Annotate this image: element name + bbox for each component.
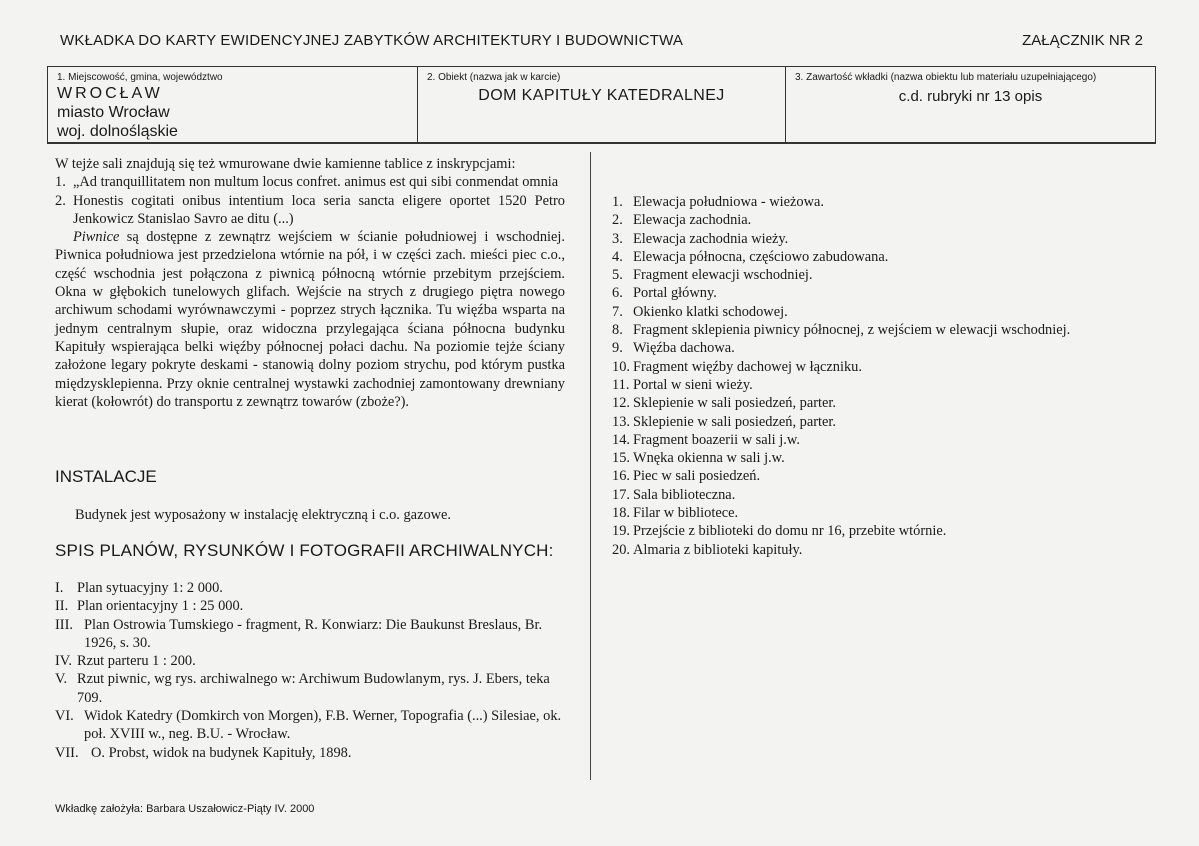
list-item (612, 321, 1142, 339)
list-item (612, 431, 1142, 449)
list-item-num: 18. (612, 505, 630, 522)
list-item-num: 6. (612, 285, 623, 302)
installations-heading: INSTALACJE (55, 467, 157, 486)
list-item (55, 597, 565, 615)
list-item-num: 5. (612, 267, 623, 284)
list-item-num: 13. (612, 413, 630, 430)
list-item-num: 20. (612, 541, 630, 558)
list-item (55, 744, 565, 762)
list-item-text: Filar w bibliotece. (633, 505, 739, 522)
list-item (55, 707, 565, 744)
photo-list (612, 193, 1142, 559)
list-item (612, 211, 1142, 229)
list-item-text: Fragment sklepienia piwnicy północnej, z wejściem w elewacji wschodniej. (633, 322, 1071, 339)
list-item-num: 8. (612, 322, 623, 339)
plans-heading: SPIS PLANÓW, RYSUNKÓW I FOTOGRAFII ARCHIWALNYCH: (55, 541, 554, 560)
list-item-num: 12. (612, 395, 630, 412)
list-item-text: Rzut piwnic, wg rys. archiwalnego w: Archiwum Budowlanym, rys. J. Ebers, teka 709. (77, 671, 550, 706)
list-item-text: Elewacja południowa - wieżowa. (633, 194, 824, 210)
list-item-text: Elewacja zachodnia wieży. (633, 230, 789, 247)
field-location (48, 67, 418, 142)
list-item-text: Fragment boazerii w sali j.w. (633, 431, 800, 448)
list-item-text: Almaria z biblioteki kapituły. (633, 541, 803, 558)
object-name: DOM KAPITUŁY KATEDRALNEJ (478, 87, 725, 104)
plans-list (55, 579, 565, 762)
list-item-text: Elewacja północna, częściowo zabudowana. (633, 248, 889, 265)
cellar-text: są dostępne z zewnątrz wejściem w ścianie południowej i wschodniej. Piwnica południowa jest przedzielona wtórnie na pół, i w części zach. mieści piec c.o., część wschodnia jest połączona z piwnicą północną wtórnie przebitym przejściem. Okna w głębokich tunelowych glifach. Wejście na strych z drugiego piętra nowego archiwum schodami wyrównawczymi - poprzez strych łącznika. Tu więźba wsparta na jednym centralnym słupie, oraz widoczna przylegająca ściana północna budynku Kapituły wspierająca belki więźby północnej połaci dachu. Na poziomie tejże ściany założone legary pokryte deskami - stanowią dolny poziom strychu, pod którym pustka międzysklepienna. Przy oknie centralnej wystawki zachodniej zamontowany drewniany kierat (kołowrót) do transportu z zewnątrz towarów (zboże?). (55, 229, 565, 410)
list-item-text: Sklepienie w sali posiedzeń, parter. (633, 413, 837, 430)
list-item-num: 17. (612, 486, 630, 503)
inscription-1 (55, 173, 565, 191)
list-item (55, 616, 565, 653)
list-item-text: Piec w sali posiedzeń. (633, 468, 761, 485)
list-item-text: Widok Katedry (Domkirch von Morgen), F.B. Werner, Topografia (...) Silesiae, ok. poł. XVIII w., neg. B.U. - Wrocław. (84, 708, 562, 743)
list-item (612, 284, 1142, 302)
list-item (612, 522, 1142, 540)
list-item (612, 394, 1142, 412)
list-item-text: Fragment więźby dachowej w łączniku. (633, 358, 862, 375)
list-item-num: III. (55, 616, 73, 633)
location-city: WROCŁAW (57, 85, 163, 102)
list-item (55, 670, 565, 707)
inscription-1-num: 1. (55, 174, 66, 191)
list-item-text: Rzut parteru 1 : 200. (77, 653, 196, 670)
list-item (612, 230, 1142, 248)
list-item-num: IV. (55, 653, 72, 670)
list-item-text: Portal główny. (633, 285, 717, 302)
list-item-text: Fragment elewacji wschodniej. (633, 267, 813, 284)
intro-text: W tejże sali znajdują się też wmurowane dwie kamienne tablice z inskrypcjami: (55, 156, 516, 172)
list-item (612, 193, 1142, 211)
list-item-num: 9. (612, 340, 623, 357)
header-fields (47, 66, 1156, 144)
list-item-num: 4. (612, 248, 623, 265)
attachment-number: ZAŁĄCZNIK NR 2 (1022, 32, 1143, 49)
field-contents-label: 3. Zawartość wkładki (nazwa obiektu lub materiału uzupełniającego) (795, 72, 1097, 83)
list-item (612, 449, 1142, 467)
inscription-2-num: 2. (55, 192, 66, 209)
list-item-text: Elewacja zachodnia. (633, 212, 752, 229)
list-item (612, 413, 1142, 431)
list-item-text: Plan Ostrowia Tumskiego - fragment, R. Konwiarz: Die Baukunst Breslaus, Br. 1926, s. 30. (84, 616, 543, 651)
list-item-text: Okienko klatki schodowej. (633, 303, 788, 320)
list-item-num: 3. (612, 230, 623, 247)
installations-text: Budynek jest wyposażony w instalację elektryczną i c.o. gazowe. (75, 507, 452, 523)
list-item (55, 579, 565, 597)
list-item-num: 1. (612, 194, 623, 210)
field-location-label: 1. Miejscowość, gmina, województwo (57, 72, 223, 83)
list-item-num: II. (55, 598, 69, 615)
list-item-num: 16. (612, 468, 630, 485)
list-item (612, 541, 1142, 559)
list-item-num: 19. (612, 523, 630, 540)
list-item (612, 467, 1142, 485)
list-item-text: Przejście z biblioteki do domu nr 16, przebite wtórnie. (633, 523, 947, 540)
list-item-num: 7. (612, 303, 623, 320)
column-divider (590, 152, 591, 780)
list-item-num: I. (55, 580, 64, 596)
list-item-text: Więźba dachowa. (633, 340, 735, 357)
list-item-num: 11. (612, 376, 630, 393)
list-item-text: Sala biblioteczna. (633, 486, 736, 503)
list-item (612, 376, 1142, 394)
list-item-num: VI. (55, 708, 74, 725)
list-item-num: 10. (612, 358, 630, 375)
list-item (612, 248, 1142, 266)
inscription-1-text: „Ad tranquillitatem non multum locus confret. animus est qui sibi conmendat omnia (73, 174, 559, 191)
cellar-italic: Piwnice (73, 229, 120, 246)
field-contents (786, 67, 1155, 142)
field-object-label: 2. Obiekt (nazwa jak w karcie) (427, 72, 561, 83)
list-item (55, 652, 565, 670)
left-column (55, 155, 565, 411)
field-object (418, 67, 786, 142)
list-item (612, 303, 1142, 321)
list-item (612, 266, 1142, 284)
list-item-num: V. (55, 671, 68, 688)
list-item-text: O. Probst, widok na budynek Kapituły, 1898. (91, 744, 352, 761)
list-item-text: Plan sytuacyjny 1: 2 000. (77, 580, 223, 596)
form-title: WKŁADKA DO KARTY EWIDENCYJNEJ ZABYTKÓW ARCHITEKTURY I BUDOWNICTWA (60, 32, 684, 49)
author-footer: Wkładkę założyła: Barbara Uszałowicz-Piąty IV. 2000 (55, 803, 315, 815)
location-municipality: miasto Wrocław (57, 104, 170, 121)
contents-value: c.d. rubryki nr 13 opis (898, 88, 1043, 105)
cellar-paragraph (55, 228, 565, 411)
list-item-num: 2. (612, 212, 623, 229)
list-item-num: 15. (612, 450, 630, 467)
list-item (612, 504, 1142, 522)
list-item-text: Plan orientacyjny 1 : 25 000. (77, 598, 244, 615)
list-item (612, 358, 1142, 376)
list-item (612, 486, 1142, 504)
list-item-num: VII. (55, 744, 79, 761)
inscription-2-text: Honestis cogitati onibus intentium loca seria sancta eligere oportet 1520 Petro Jenkowicz Stanislao Savro ae ditu (...) (73, 192, 565, 227)
list-item-text: Portal w sieni wieży. (633, 376, 753, 393)
location-voivodeship: woj. dolnośląskie (57, 123, 178, 140)
list-item (612, 339, 1142, 357)
list-item-num: 14. (612, 431, 630, 448)
inscription-2 (55, 192, 565, 229)
list-item-text: Sklepienie w sali posiedzeń, parter. (633, 395, 837, 412)
list-item-text: Wnęka okienna w sali j.w. (633, 450, 785, 467)
